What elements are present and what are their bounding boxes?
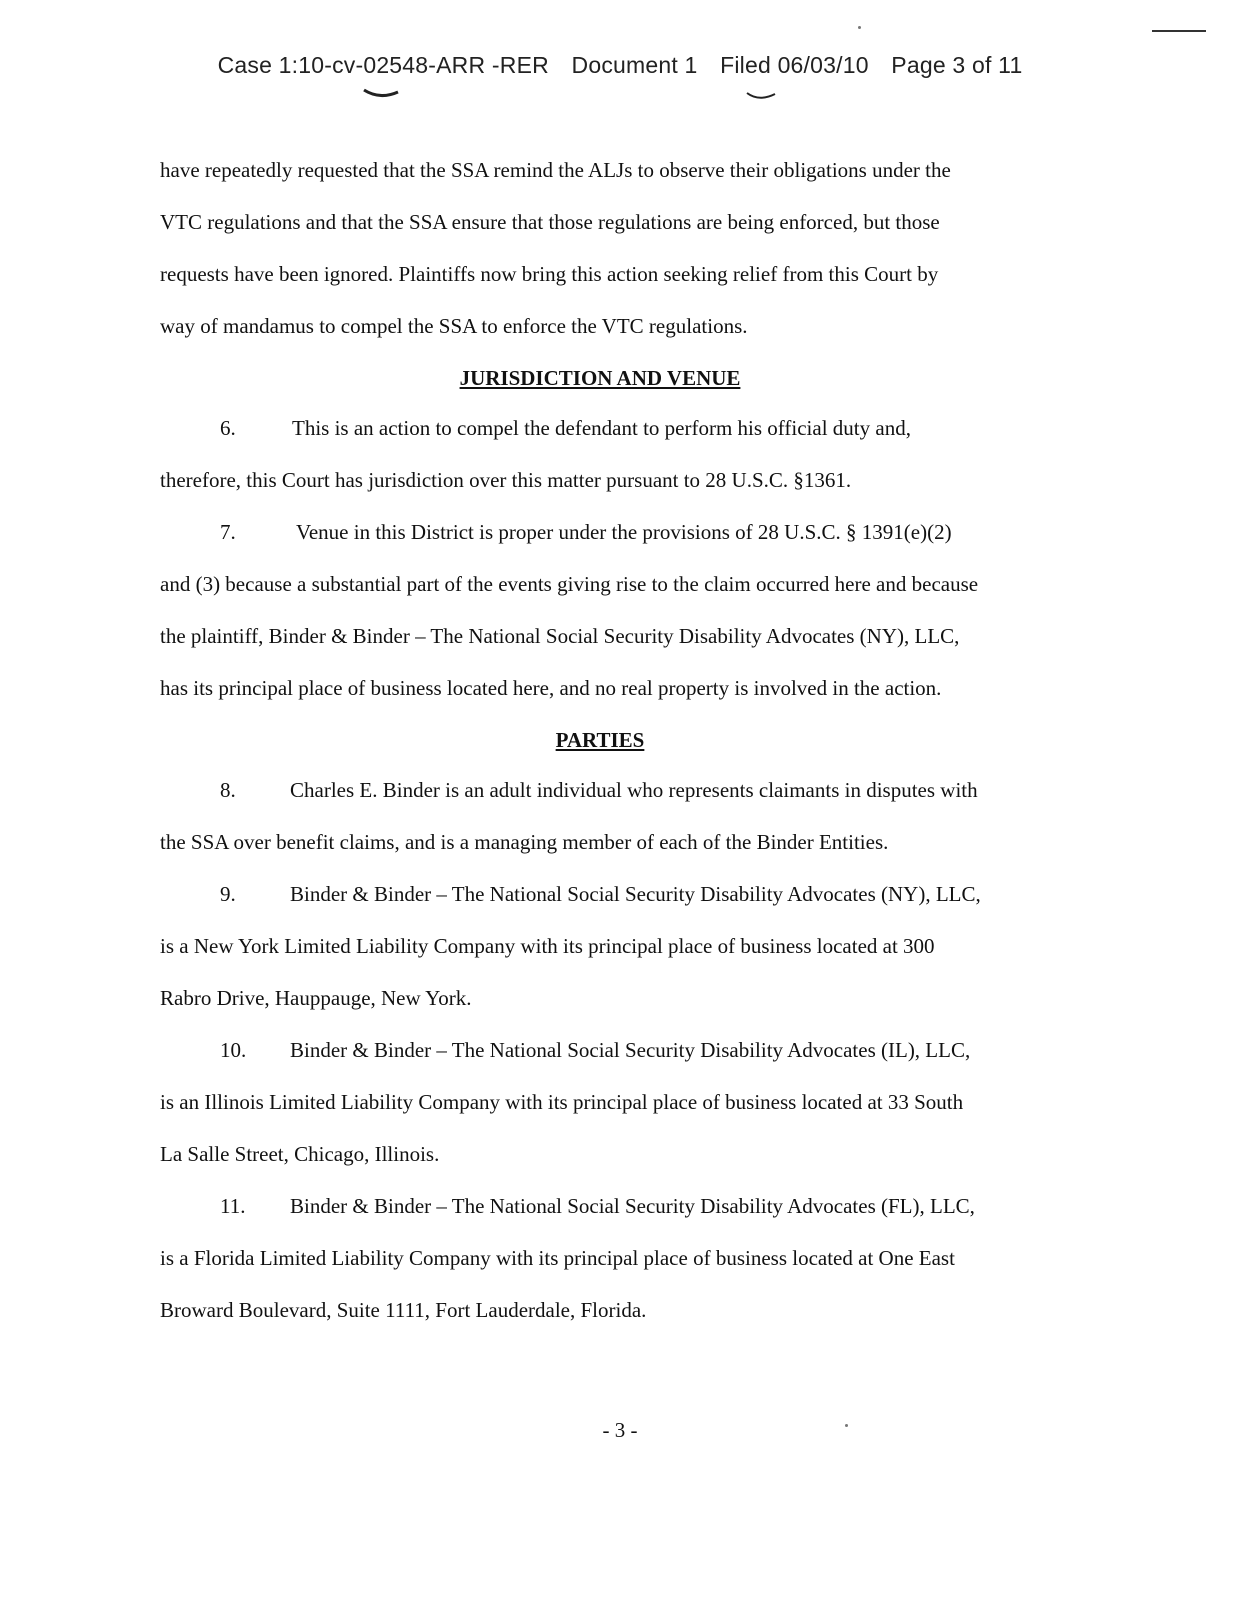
text-line: Binder & Binder – The National Social Security Disability Advocates (IL), LLC, — [290, 1038, 971, 1062]
text-line: is an Illinois Limited Liability Company with its principal place of business located at 33 South — [160, 1090, 964, 1114]
paragraph-number: 8. — [220, 778, 236, 802]
paragraph-number: 10. — [220, 1038, 247, 1062]
scan-mark-line — [1152, 30, 1206, 32]
paragraph-number: 11. — [220, 1194, 246, 1218]
text-line: way of mandamus to compel the SSA to enforce the VTC regulations. — [160, 314, 748, 338]
section-heading-parties: PARTIES — [555, 728, 645, 752]
text-line: Rabro Drive, Hauppauge, New York. — [160, 986, 472, 1010]
text-line: the SSA over benefit claims, and is a managing member of each of the Binder Entities. — [160, 830, 889, 854]
scan-tick-mark — [745, 90, 779, 104]
page-of-pages: Page 3 of 11 — [891, 52, 1023, 78]
text-line: is a New York Limited Liability Company with its principal place of business located at 300 — [160, 934, 935, 958]
text-line: and (3) because a substantial part of the events giving rise to the claim occurred here and because — [160, 572, 979, 596]
case-number: Case 1:10-cv-02548-ARR -RER — [217, 52, 549, 78]
text-line: Venue in this District is proper under the provisions of 28 U.S.C. § 1391(e)(2) — [296, 520, 952, 544]
paragraph-number: 9. — [220, 882, 236, 906]
text-line: Binder & Binder – The National Social Security Disability Advocates (NY), LLC, — [290, 882, 981, 906]
scan-tick-mark — [362, 86, 402, 102]
text-line: Binder & Binder – The National Social Security Disability Advocates (FL), LLC, — [290, 1194, 975, 1218]
document-number: Document 1 — [571, 52, 698, 78]
text-line: therefore, this Court has jurisdiction over this matter pursuant to 28 U.S.C. §1361. — [160, 468, 852, 492]
text-line: This is an action to compel the defendant to perform his official duty and, — [292, 416, 911, 440]
page-number-footer: - 3 - — [602, 1418, 638, 1442]
section-heading-jurisdiction: JURISDICTION AND VENUE — [459, 366, 741, 390]
text-line: Charles E. Binder is an adult individual who represents claimants in disputes with — [290, 778, 978, 802]
paragraph-number: 6. — [220, 416, 236, 440]
filed-date: Filed 06/03/10 — [720, 52, 869, 78]
text-line: VTC regulations and that the SSA ensure that those regulations are being enforced, but those — [160, 210, 940, 234]
text-line: have repeatedly requested that the SSA remind the ALJs to observe their obligations under the — [160, 158, 951, 182]
paragraph-number: 7. — [220, 520, 236, 544]
text-line: La Salle Street, Chicago, Illinois. — [160, 1142, 440, 1166]
text-line: the plaintiff, Binder & Binder – The National Social Security Disability Advocates (NY), LLC, — [160, 624, 960, 648]
text-line: is a Florida Limited Liability Company with its principal place of business located at One East — [160, 1246, 955, 1270]
scan-speck — [858, 26, 861, 29]
text-line: requests have been ignored. Plaintiffs now bring this action seeking relief from this Court by — [160, 262, 939, 286]
text-line: Broward Boulevard, Suite 1111, Fort Lauderdale, Florida. — [160, 1298, 647, 1322]
ecf-header-stamp — [0, 52, 1240, 79]
text-line: has its principal place of business located here, and no real property is involved in the action. — [160, 676, 942, 700]
